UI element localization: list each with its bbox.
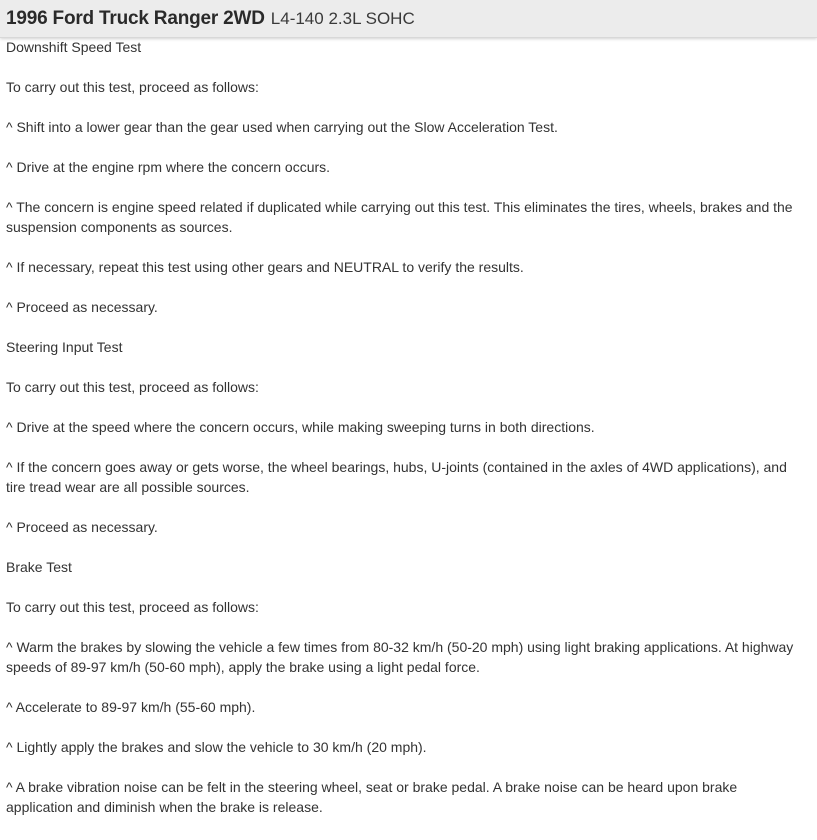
paragraph-step: ^ Accelerate to 89-97 km/h (55-60 mph). [6,699,256,715]
paragraph-step: ^ If necessary, repeat this test using other gears and NEUTRAL to verify the results. [6,259,524,275]
paragraph-intro: To carry out this test, proceed as follows: [6,599,259,615]
paragraph-step: ^ Drive at the speed where the concern occurs, while making sweeping turns in both directions. [6,419,595,435]
paragraph-step: ^ If the concern goes away or gets worse, the wheel bearings, hubs, U-joints (contained in the axles of 4WD applications), and tire tread wear are all possible sources. [6,459,787,495]
paragraph-step: ^ Warm the brakes by slowing the vehicle a few times from 80-32 km/h (50-20 mph) using light braking applications. At highway speeds of 89-97 km/h (50-60 mph), apply the brake using a light pedal force. [6,639,794,675]
document-body [6,37,796,837]
paragraph-intro: To carry out this test, proceed as follows: [6,379,259,395]
paragraph-step: ^ Lightly apply the brakes and slow the vehicle to 30 km/h (20 mph). [6,739,427,755]
section-heading-brake: Brake Test [6,559,72,575]
paragraph-step: ^ Drive at the engine rpm where the concern occurs. [6,159,331,175]
paragraph-step: ^ Shift into a lower gear than the gear used when carrying out the Slow Acceleration Test. [6,119,558,135]
section-heading-steering: Steering Input Test [6,339,123,355]
paragraph-step: ^ Proceed as necessary. [6,519,158,535]
paragraph-step: ^ A brake vibration noise can be felt in the steering wheel, seat or brake pedal. A brake noise can be heard upon brake application and diminish when the brake is release. [6,779,738,815]
paragraph-step: ^ The concern is engine speed related if duplicated while carrying out this test. This eliminates the tires, wheels, brakes and the suspension components as sources. [6,199,793,235]
section-heading-downshift: Downshift Speed Test [6,39,142,55]
vehicle-title: 1996 Ford Truck Ranger 2WD [6,7,265,29]
engine-subtitle: L4-140 2.3L SOHC [270,8,415,28]
page-header [0,0,817,38]
paragraph-intro: To carry out this test, proceed as follows: [6,79,259,95]
paragraph-step: ^ Proceed as necessary. [6,299,158,315]
